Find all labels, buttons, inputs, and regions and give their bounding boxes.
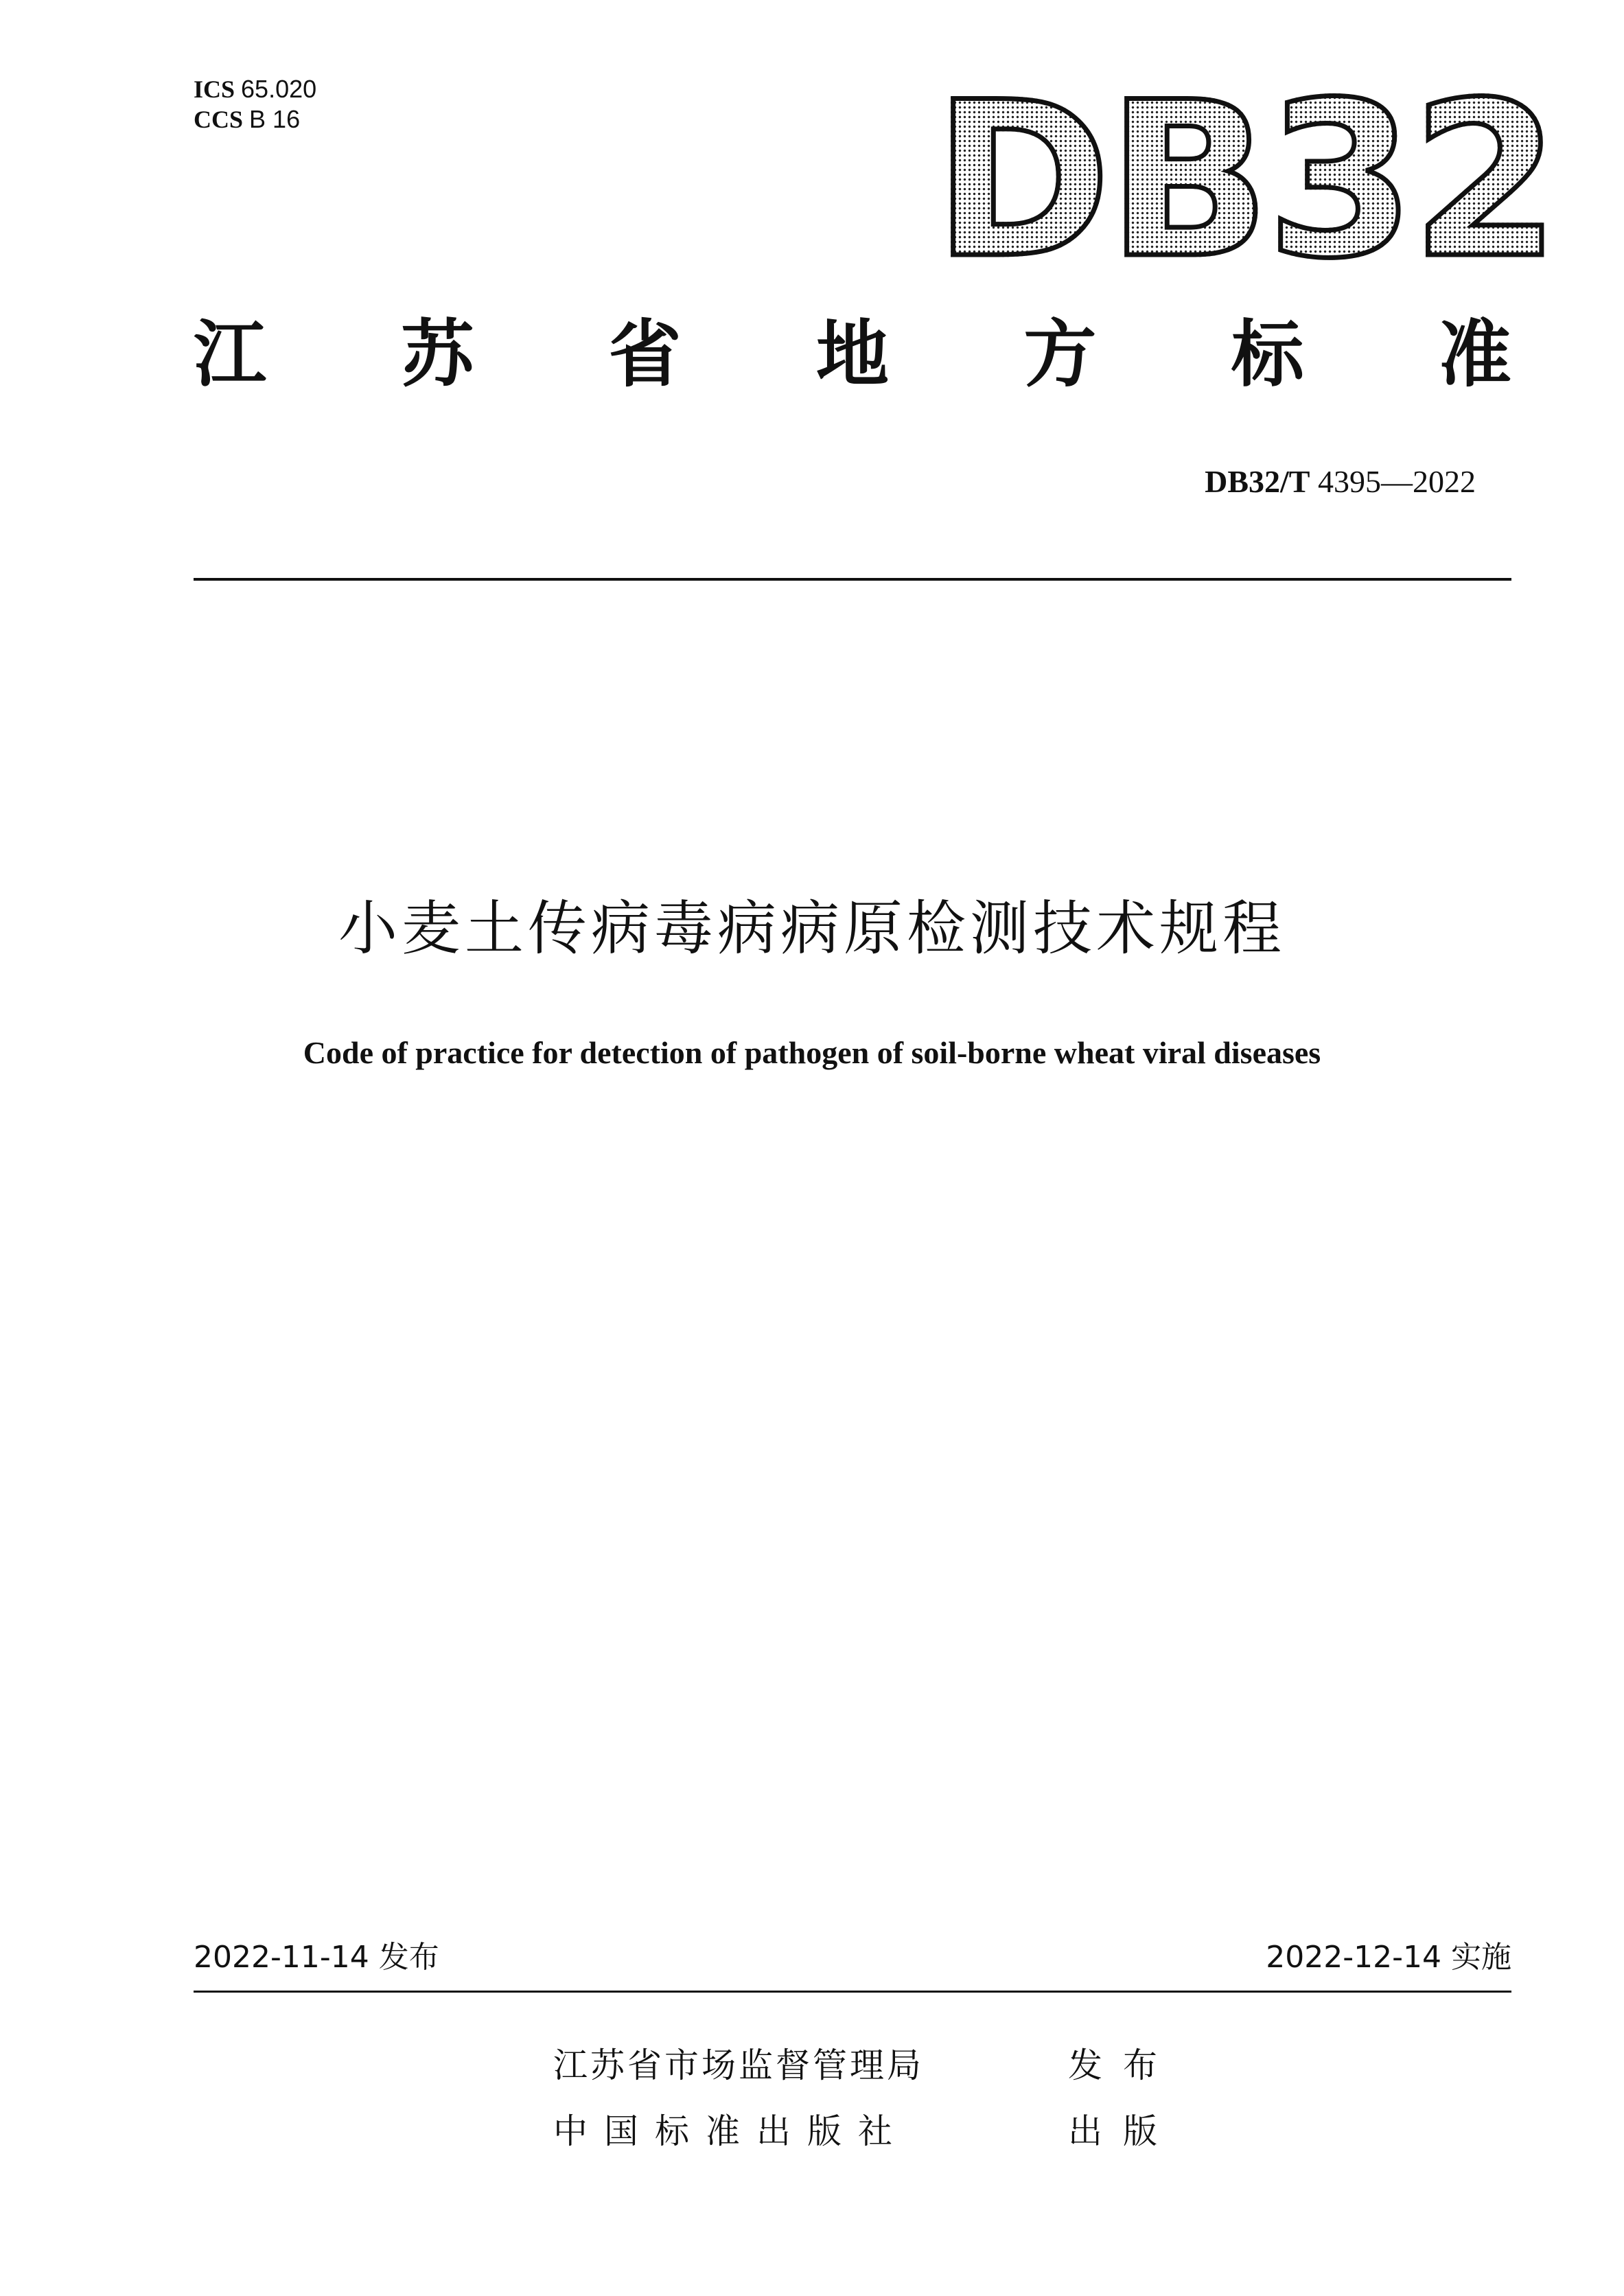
bottom-divider bbox=[194, 1991, 1511, 1993]
standard-type-char: 准 bbox=[1438, 312, 1511, 397]
standard-code bbox=[1205, 461, 1476, 502]
issuer-action: 出版 bbox=[1068, 2111, 1178, 2151]
document-title-zh: 小麦土传病毒病病原检测技术规程 bbox=[338, 894, 1286, 963]
db32-logo: DB32 bbox=[933, 56, 1556, 305]
issuer-org: 江苏省市场监督管理局 bbox=[553, 2045, 924, 2085]
standard-type-title bbox=[194, 310, 1511, 399]
top-divider bbox=[194, 578, 1511, 581]
issuer-row bbox=[553, 2107, 1178, 2155]
standard-type-char: 省 bbox=[608, 312, 682, 397]
ics-value: 65.020 bbox=[241, 75, 317, 103]
standard-type-char: 江 bbox=[194, 312, 266, 397]
ccs-label: CCS bbox=[194, 106, 244, 133]
ics-code bbox=[194, 74, 316, 104]
document-title-en: Code of practice for detection of pathogen of soil-borne wheat viral diseases bbox=[303, 1035, 1321, 1070]
standard-code-number: 4395—2022 bbox=[1318, 464, 1476, 499]
classification-codes bbox=[194, 74, 316, 135]
issuer-action: 发布 bbox=[1068, 2045, 1178, 2085]
standard-type-char: 标 bbox=[1231, 312, 1304, 397]
standard-type-char: 方 bbox=[1023, 312, 1097, 397]
issuer-org: 中国标准出版社 bbox=[553, 2111, 909, 2151]
standard-code-prefix: DB32/T bbox=[1205, 464, 1310, 499]
standard-type-char: 地 bbox=[815, 312, 889, 397]
ccs-code bbox=[194, 104, 316, 135]
issuer-row bbox=[553, 2041, 1178, 2089]
standard-type-char: 苏 bbox=[401, 312, 474, 397]
ics-label: ICS bbox=[194, 76, 235, 103]
ccs-value: B 16 bbox=[249, 105, 301, 133]
implement-date: 2022-12-14 实施 bbox=[1266, 1940, 1511, 1975]
publish-date: 2022-11-14 发布 bbox=[194, 1940, 439, 1975]
